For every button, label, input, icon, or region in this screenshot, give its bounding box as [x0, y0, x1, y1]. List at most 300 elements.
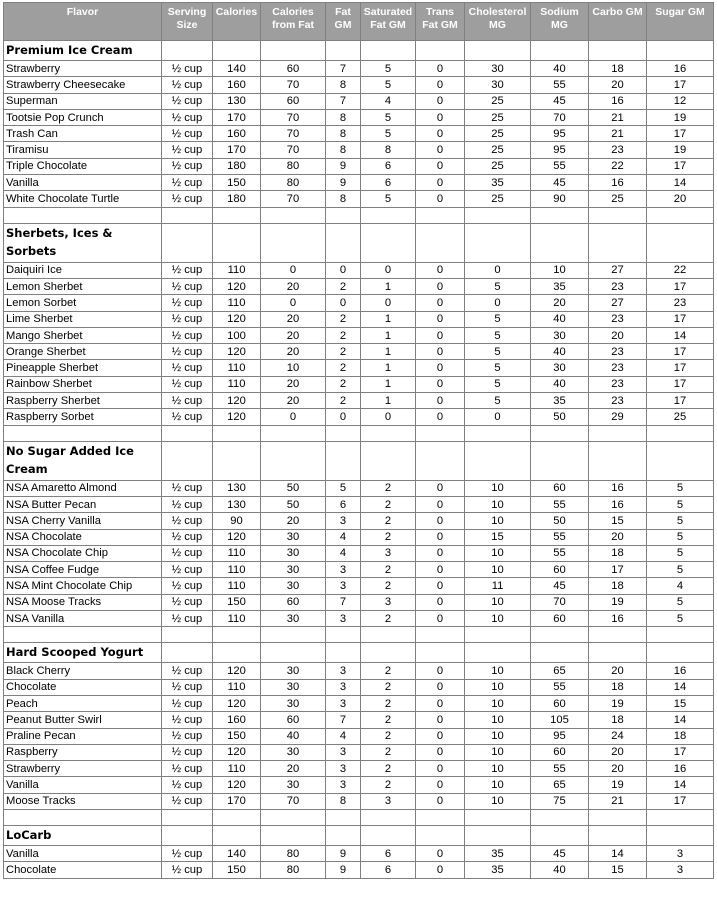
value-cell: 10 — [465, 611, 531, 627]
table-row — [4, 611, 714, 627]
value-cell: 30 — [261, 777, 326, 793]
flavor-cell: Mango Sherbet — [4, 327, 162, 343]
value-cell: ½ cup — [162, 262, 213, 278]
value-cell: 5 — [326, 480, 361, 496]
value-cell: 60 — [261, 594, 326, 610]
value-cell: ½ cup — [162, 496, 213, 512]
empty-cell — [4, 627, 162, 643]
value-cell: 7 — [326, 61, 361, 77]
empty-cell — [213, 207, 261, 223]
empty-cell — [361, 643, 416, 663]
value-cell: 2 — [326, 360, 361, 376]
value-cell: 3 — [326, 663, 361, 679]
value-cell: ½ cup — [162, 311, 213, 327]
value-cell: ½ cup — [162, 562, 213, 578]
table-row — [4, 93, 714, 109]
empty-cell — [416, 825, 465, 845]
flavor-cell: Lemon Sorbet — [4, 295, 162, 311]
table-row — [4, 175, 714, 191]
value-cell: ½ cup — [162, 344, 213, 360]
value-cell: 15 — [647, 695, 714, 711]
value-cell: 5 — [465, 311, 531, 327]
value-cell: 4 — [647, 578, 714, 594]
value-cell: 0 — [361, 262, 416, 278]
value-cell: 18 — [589, 712, 647, 728]
value-cell: 5 — [465, 278, 531, 294]
flavor-cell: Tootsie Pop Crunch — [4, 109, 162, 125]
value-cell: ½ cup — [162, 77, 213, 93]
empty-cell — [213, 41, 261, 61]
value-cell: 70 — [261, 793, 326, 809]
header-sugar: Sugar GM — [647, 3, 714, 41]
value-cell: 5 — [647, 480, 714, 496]
flavor-cell: NSA Amaretto Almond — [4, 480, 162, 496]
value-cell: 23 — [589, 344, 647, 360]
flavor-cell: White Chocolate Turtle — [4, 191, 162, 207]
value-cell: ½ cup — [162, 845, 213, 861]
value-cell: 0 — [416, 360, 465, 376]
value-cell: 19 — [589, 777, 647, 793]
value-cell: 0 — [416, 728, 465, 744]
value-cell: 3 — [326, 513, 361, 529]
table-header — [4, 3, 714, 41]
header-calories-from-fat: Calories from Fat — [261, 3, 326, 41]
value-cell: 17 — [647, 278, 714, 294]
empty-cell — [531, 207, 589, 223]
value-cell: 110 — [213, 761, 261, 777]
value-cell: ½ cup — [162, 728, 213, 744]
value-cell: ½ cup — [162, 611, 213, 627]
value-cell: 0 — [416, 663, 465, 679]
empty-cell — [162, 643, 213, 663]
value-cell: ½ cup — [162, 679, 213, 695]
flavor-cell: Vanilla — [4, 175, 162, 191]
value-cell: 35 — [531, 393, 589, 409]
value-cell: 80 — [261, 862, 326, 878]
value-cell: ½ cup — [162, 480, 213, 496]
value-cell: 25 — [465, 126, 531, 142]
value-cell: 2 — [361, 663, 416, 679]
value-cell: 70 — [531, 594, 589, 610]
flavor-cell: Superman — [4, 93, 162, 109]
header-flavor: Flavor — [4, 3, 162, 41]
value-cell: 60 — [261, 61, 326, 77]
table-row — [4, 663, 714, 679]
nutrition-table — [3, 2, 714, 879]
value-cell: 0 — [416, 311, 465, 327]
value-cell: ½ cup — [162, 93, 213, 109]
empty-cell — [416, 809, 465, 825]
section-title: Sherbets, Ices & Sorbets — [4, 223, 162, 262]
value-cell: 19 — [647, 109, 714, 125]
value-cell: 35 — [531, 278, 589, 294]
value-cell: 70 — [261, 191, 326, 207]
value-cell: 0 — [416, 480, 465, 496]
value-cell: 0 — [416, 712, 465, 728]
value-cell: 2 — [361, 611, 416, 627]
value-cell: 3 — [647, 845, 714, 861]
header-sodium: Sodium MG — [531, 3, 589, 41]
value-cell: 20 — [589, 77, 647, 93]
value-cell: 5 — [465, 393, 531, 409]
value-cell: 2 — [361, 777, 416, 793]
value-cell: 14 — [647, 327, 714, 343]
value-cell: ½ cup — [162, 409, 213, 425]
value-cell: 10 — [465, 744, 531, 760]
value-cell: 2 — [326, 311, 361, 327]
value-cell: 0 — [416, 158, 465, 174]
value-cell: 40 — [261, 728, 326, 744]
value-cell: 2 — [361, 496, 416, 512]
value-cell: 30 — [531, 360, 589, 376]
value-cell: 2 — [326, 376, 361, 392]
value-cell: 40 — [531, 311, 589, 327]
table-body — [4, 41, 714, 879]
value-cell: 5 — [465, 344, 531, 360]
value-cell: 16 — [647, 663, 714, 679]
empty-cell — [589, 441, 647, 480]
value-cell: 17 — [647, 376, 714, 392]
value-cell: 70 — [261, 109, 326, 125]
empty-cell — [162, 825, 213, 845]
value-cell: ½ cup — [162, 191, 213, 207]
value-cell: 40 — [531, 344, 589, 360]
empty-cell — [416, 627, 465, 643]
value-cell: 30 — [531, 327, 589, 343]
value-cell: 18 — [589, 578, 647, 594]
value-cell: 20 — [261, 327, 326, 343]
empty-cell — [589, 809, 647, 825]
value-cell: 5 — [647, 562, 714, 578]
value-cell: 55 — [531, 761, 589, 777]
empty-cell — [213, 627, 261, 643]
empty-cell — [261, 627, 326, 643]
value-cell: 20 — [261, 393, 326, 409]
value-cell: 17 — [647, 158, 714, 174]
value-cell: 17 — [647, 126, 714, 142]
empty-cell — [361, 207, 416, 223]
value-cell: 16 — [647, 761, 714, 777]
value-cell: 60 — [531, 562, 589, 578]
empty-cell — [647, 809, 714, 825]
section-title: No Sugar Added Ice Cream — [4, 441, 162, 480]
value-cell: 45 — [531, 578, 589, 594]
value-cell: 95 — [531, 728, 589, 744]
table-row — [4, 393, 714, 409]
value-cell: 22 — [589, 158, 647, 174]
section-header-row — [4, 223, 714, 262]
value-cell: 55 — [531, 77, 589, 93]
value-cell: 55 — [531, 529, 589, 545]
value-cell: 8 — [326, 77, 361, 93]
value-cell: 2 — [361, 728, 416, 744]
value-cell: 21 — [589, 109, 647, 125]
empty-cell — [465, 223, 531, 262]
flavor-cell: Black Cherry — [4, 663, 162, 679]
value-cell: ½ cup — [162, 126, 213, 142]
value-cell: 60 — [531, 695, 589, 711]
value-cell: 15 — [589, 862, 647, 878]
empty-cell — [465, 425, 531, 441]
value-cell: ½ cup — [162, 578, 213, 594]
value-cell: 17 — [647, 360, 714, 376]
empty-cell — [261, 825, 326, 845]
value-cell: 17 — [647, 744, 714, 760]
value-cell: ½ cup — [162, 393, 213, 409]
value-cell: 110 — [213, 295, 261, 311]
flavor-cell: NSA Mint Chocolate Chip — [4, 578, 162, 594]
value-cell: 110 — [213, 262, 261, 278]
value-cell: 0 — [416, 109, 465, 125]
header-saturated-fat: Saturated Fat GM — [361, 3, 416, 41]
value-cell: 90 — [531, 191, 589, 207]
value-cell: 65 — [531, 663, 589, 679]
empty-cell — [465, 643, 531, 663]
empty-cell — [465, 627, 531, 643]
value-cell: 5 — [361, 191, 416, 207]
flavor-cell: Chocolate — [4, 862, 162, 878]
value-cell: 45 — [531, 93, 589, 109]
value-cell: 3 — [326, 611, 361, 627]
value-cell: 120 — [213, 777, 261, 793]
value-cell: 3 — [361, 793, 416, 809]
nutrition-table-container — [3, 2, 714, 879]
empty-cell — [589, 425, 647, 441]
value-cell: 17 — [647, 344, 714, 360]
value-cell: 5 — [647, 496, 714, 512]
value-cell: 30 — [261, 611, 326, 627]
value-cell: 55 — [531, 545, 589, 561]
value-cell: 5 — [465, 376, 531, 392]
empty-cell — [416, 207, 465, 223]
empty-cell — [647, 627, 714, 643]
value-cell: 150 — [213, 594, 261, 610]
value-cell: 23 — [647, 295, 714, 311]
value-cell: 0 — [416, 594, 465, 610]
empty-cell — [647, 441, 714, 480]
flavor-cell: NSA Cherry Vanilla — [4, 513, 162, 529]
value-cell: ½ cup — [162, 712, 213, 728]
value-cell: 55 — [531, 679, 589, 695]
value-cell: 0 — [326, 295, 361, 311]
value-cell: 1 — [361, 360, 416, 376]
value-cell: 0 — [416, 529, 465, 545]
empty-cell — [326, 41, 361, 61]
value-cell: 0 — [465, 262, 531, 278]
value-cell: 30 — [465, 77, 531, 93]
value-cell: ½ cup — [162, 663, 213, 679]
value-cell: 16 — [589, 611, 647, 627]
table-row — [4, 262, 714, 278]
value-cell: 6 — [361, 862, 416, 878]
value-cell: 10 — [465, 712, 531, 728]
value-cell: 70 — [261, 77, 326, 93]
header-cholesterol: Cholesterol MG — [465, 3, 531, 41]
empty-cell — [416, 643, 465, 663]
flavor-cell: Moose Tracks — [4, 793, 162, 809]
empty-cell — [162, 425, 213, 441]
header-carbo: Carbo GM — [589, 3, 647, 41]
value-cell: 16 — [589, 93, 647, 109]
value-cell: 4 — [326, 545, 361, 561]
empty-cell — [647, 207, 714, 223]
value-cell: 3 — [326, 578, 361, 594]
value-cell: 20 — [261, 761, 326, 777]
value-cell: ½ cup — [162, 278, 213, 294]
value-cell: 20 — [261, 344, 326, 360]
table-row — [4, 728, 714, 744]
value-cell: 40 — [531, 61, 589, 77]
value-cell: 15 — [589, 513, 647, 529]
empty-cell — [531, 627, 589, 643]
empty-cell — [213, 825, 261, 845]
value-cell: 120 — [213, 744, 261, 760]
value-cell: 23 — [589, 376, 647, 392]
value-cell: 0 — [416, 262, 465, 278]
value-cell: 30 — [261, 562, 326, 578]
value-cell: 6 — [361, 845, 416, 861]
value-cell: 5 — [361, 126, 416, 142]
flavor-cell: Rainbow Sherbet — [4, 376, 162, 392]
flavor-cell: NSA Chocolate — [4, 529, 162, 545]
empty-cell — [416, 41, 465, 61]
value-cell: 80 — [261, 845, 326, 861]
value-cell: 120 — [213, 695, 261, 711]
value-cell: 140 — [213, 61, 261, 77]
value-cell: 0 — [416, 513, 465, 529]
value-cell: 21 — [589, 793, 647, 809]
empty-cell — [213, 441, 261, 480]
value-cell: 2 — [326, 344, 361, 360]
value-cell: 23 — [589, 393, 647, 409]
value-cell: 29 — [589, 409, 647, 425]
value-cell: 50 — [531, 513, 589, 529]
empty-cell — [326, 425, 361, 441]
header-trans-fat: Trans Fat GM — [416, 3, 465, 41]
value-cell: 110 — [213, 376, 261, 392]
table-row — [4, 545, 714, 561]
empty-cell — [465, 825, 531, 845]
value-cell: 1 — [361, 393, 416, 409]
value-cell: 3 — [647, 862, 714, 878]
empty-cell — [326, 441, 361, 480]
empty-cell — [361, 825, 416, 845]
value-cell: 45 — [531, 845, 589, 861]
value-cell: 11 — [465, 578, 531, 594]
value-cell: 16 — [589, 480, 647, 496]
value-cell: ½ cup — [162, 327, 213, 343]
section-header-row — [4, 41, 714, 61]
spacer-row — [4, 425, 714, 441]
value-cell: 20 — [261, 311, 326, 327]
flavor-cell: Daiquiri Ice — [4, 262, 162, 278]
value-cell: 19 — [589, 594, 647, 610]
value-cell: 19 — [589, 695, 647, 711]
value-cell: 30 — [261, 545, 326, 561]
table-row — [4, 862, 714, 878]
value-cell: 120 — [213, 529, 261, 545]
header-fat: Fat GM — [326, 3, 361, 41]
value-cell: 0 — [465, 295, 531, 311]
empty-cell — [647, 425, 714, 441]
value-cell: 14 — [647, 777, 714, 793]
value-cell: 3 — [326, 777, 361, 793]
table-row — [4, 777, 714, 793]
value-cell: ½ cup — [162, 376, 213, 392]
value-cell: 3 — [326, 761, 361, 777]
table-row — [4, 295, 714, 311]
flavor-cell: Praline Pecan — [4, 728, 162, 744]
value-cell: 3 — [326, 744, 361, 760]
value-cell: 60 — [261, 712, 326, 728]
value-cell: 0 — [416, 61, 465, 77]
value-cell: 25 — [465, 93, 531, 109]
value-cell: 4 — [326, 728, 361, 744]
value-cell: 0 — [326, 262, 361, 278]
value-cell: 60 — [261, 93, 326, 109]
value-cell: 16 — [647, 61, 714, 77]
flavor-cell: NSA Butter Pecan — [4, 496, 162, 512]
value-cell: 0 — [416, 845, 465, 861]
value-cell: 10 — [465, 545, 531, 561]
value-cell: 130 — [213, 480, 261, 496]
empty-cell — [261, 441, 326, 480]
flavor-cell: Peanut Butter Swirl — [4, 712, 162, 728]
value-cell: 110 — [213, 360, 261, 376]
value-cell: 130 — [213, 496, 261, 512]
flavor-cell: Strawberry — [4, 761, 162, 777]
empty-cell — [361, 41, 416, 61]
empty-cell — [213, 425, 261, 441]
empty-cell — [326, 809, 361, 825]
value-cell: 0 — [416, 93, 465, 109]
empty-cell — [162, 207, 213, 223]
value-cell: 20 — [531, 295, 589, 311]
table-row — [4, 496, 714, 512]
value-cell: 0 — [416, 344, 465, 360]
value-cell: 25 — [589, 191, 647, 207]
table-row — [4, 562, 714, 578]
section-title: Hard Scooped Yogurt — [4, 643, 162, 663]
value-cell: 0 — [361, 295, 416, 311]
value-cell: 50 — [531, 409, 589, 425]
value-cell: 70 — [261, 126, 326, 142]
flavor-cell: NSA Moose Tracks — [4, 594, 162, 610]
flavor-cell: Pineapple Sherbet — [4, 360, 162, 376]
value-cell: 60 — [531, 480, 589, 496]
value-cell: 10 — [261, 360, 326, 376]
table-row — [4, 409, 714, 425]
empty-cell — [162, 627, 213, 643]
value-cell: ½ cup — [162, 862, 213, 878]
value-cell: 120 — [213, 409, 261, 425]
value-cell: 20 — [589, 663, 647, 679]
value-cell: 10 — [531, 262, 589, 278]
value-cell: 1 — [361, 344, 416, 360]
value-cell: 4 — [361, 93, 416, 109]
value-cell: 3 — [361, 594, 416, 610]
value-cell: ½ cup — [162, 545, 213, 561]
empty-cell — [647, 223, 714, 262]
empty-cell — [589, 41, 647, 61]
value-cell: ½ cup — [162, 142, 213, 158]
value-cell: 5 — [465, 360, 531, 376]
empty-cell — [261, 809, 326, 825]
value-cell: 120 — [213, 393, 261, 409]
value-cell: 17 — [589, 562, 647, 578]
value-cell: 4 — [326, 529, 361, 545]
table-row — [4, 126, 714, 142]
